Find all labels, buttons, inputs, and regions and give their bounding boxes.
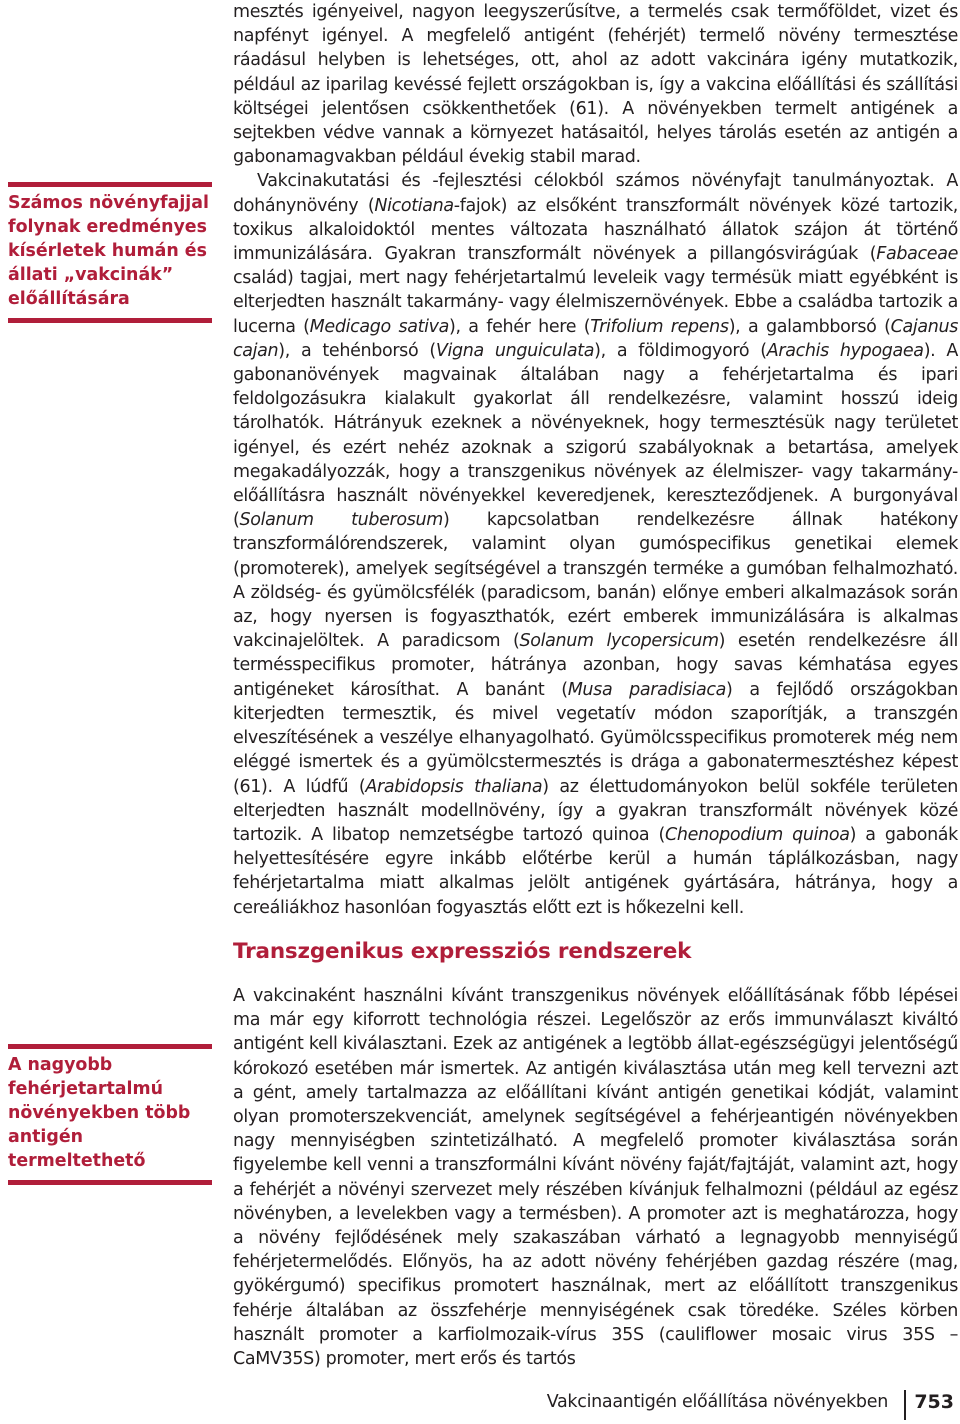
sidenote-protein-content [8,1044,212,1185]
species-name: Solanum tuberosum [239,510,443,531]
page-number: 753 [914,1391,954,1413]
species-name: Arabidopsis thaliana [365,776,543,797]
species-name: Solanum lycopersicum [519,631,719,652]
body-text-section-1 [233,0,958,920]
sidenote-bottom-rule [8,318,212,323]
paragraph: mesztés igényeivel, nagyon leegyszerűsítve, a termelés csak termőföldet, vizet és napfényt igényel. A megfelelő antigént (fehérjét) termelő növény termesztése ráadásul helyben is lehetséges, ott, ahol az adott vakcinára igény mutatkozik, például az iparilag kevéssé fejlett országokban is, így a vakcina előállítási és szállítási költségei jelentősen csökkenthetőek (61). A növényekben termelt antigének a sejtekben védve vannak a környezet hatásaitól, helyes tárolás esetén az antigén a gabonamagvakban például évekig stabil marad. [233,2,958,168]
paragraph: A vakcinaként használni kívánt transzgenikus növények előállításának főbb lépései ma már egy kiforrott technológia részei. Legelőször az erős immunválaszt kiváltó antigént kell kiválasztani. Ezek az antigének a legtöbb állat-egészségügyi jelentőségű kórokozó esetében már ismertek. Az antigén kiválasztása után meg kell tervezni azt a gént, amely tartalmazza az előállítani kívánt antigén genetikai kódját, valamint olyan promoterszekvenciát, amelynek segítségével a fehérjeantigén növényekben nagy mennyiségben szintetizálható. A megfelelő promoter kiválasztása során figyelembe kell venni a transzformálni kívánt növény faját/fajtáját, valamint azt, hogy a fehérjét a növényi szervezet mely részében kívánjuk felhalmozni (például az egész növényben, a levelekben vagy a termésben). A promoter azt is meghatározza, hogy a növény fejlődésének mely szakaszában várható a legnagyobb mennyiségű fehérjetermelődés. Előnyös, ha az adott növény fehérjében gazdag részére (mag, gyökérgumó) specifikus promotert használnak, mert az előállított transzgenikus fehérje általában az összfehérje mennyiségének csak töredéke. Széles körben használt promoter a karfiolmozaik-vírus 35S (cauliflower mosaic virus 35S – CaMV35S) promoter, mert erős és tartós [233,986,958,1370]
species-name: Arachis hypogaea [766,340,924,361]
species-name: Fabaceae [876,244,958,265]
sidenote-text: Számos növényfajjal folynak eredményes kísérletek humán és állati „vakcinák” előállítására [8,193,209,309]
species-name: Medicago sativa [309,316,450,337]
sidenote-bottom-rule [8,1180,212,1185]
section-heading: Transzgenikus expressziós rendszerek [233,939,692,964]
sidenote-text: A nagyobb fehérjetartalmú növényekben több antigén termeltethető [8,1055,191,1171]
species-name: Nicotiana [374,195,454,216]
species-name: Cajanus cajan [233,316,958,361]
footer-divider [904,1390,906,1420]
species-name: Chenopodium quinoa [664,824,850,845]
species-name: Trifolium repens [590,316,729,337]
body-text-section-2 [233,984,958,1371]
page-footer [0,1390,958,1420]
species-name: Vigna unguiculata [435,340,595,361]
running-title: Vakcinaantigén előállítása növényekben [546,1392,888,1412]
species-name: Musa paradisiaca [567,679,727,700]
paragraph: Vakcinakutatási és -fejlesztési célokból számos növényfajt tanulmányoztak. A dohánynövény (Nicotiana-fajok) az elsőként transzformált növények közé tartozik, toxikus alkaloidoktól mentes változata használható állatok szájon át történő immunizálására. Gyakran transzformált növények a pillangósvirágúak (Fabaceae család) tagjai, mert nagy fehérjetartalmú leveleik vagy termésük miatt egyébként is elterjedten használt takarmány- vagy élelmiszernövények. Ebbe a családba tartozik a lucerna (Medicago sativa), a fehér here (Trifolium repens), a galambborsó (Cajanus cajan), a tehénborsó (Vigna unguiculata), a földimogyoró (Arachis hypogaea). A gabonanövények magvainak általában nagy a fehérjetartalma és ipari feldolgozásukra kialakult gyakorlat áll rendelkezésre, valamint hosszú ideig tárolhatók. Hátrányuk ezeknek a növényeknek, hogy termesztésük nagy területet igényel, és ezért nehéz azoknak a szigorú szabályoknak a betartása, amelyek megakadályozzák, hogy a transzgenikus növények az élelmiszer- vagy takarmány-előállításra használt növényekkel keveredjenek, kereszteződjenek. A burgonyával (Solanum tuberosum) kapcsolatban rendelkezésre állnak hatékony transzformálórendszerek, valamint olyan gumóspecifikus genetikai elemek (promoterek), amelyek segítségével a transzgén terméke a gumóban felhalmozható. A zöldség- és gyümölcsfélék (paradicsom, banán) előnye emberi alkalmazások során az, hogy nyersen is fogyaszthatók, ezért emberek immunizálására is alkalmas vakcinajelöltek. A paradicsom (Solanum lycopersicum) esetén rendelkezésre áll termésspecifikus promoter, hátránya azonban, hogy savas kémhatása egyes antigéneket károsíthat. A banánt (Musa paradisiaca) a fejlődő országokban kiterjedten termesztik, és mivel vegetatív módon szaporítják, a transzgén elveszítésének a veszélye elhanyagolható. Gyümölcsspecifikus promoterek még nem eléggé ismertek és a gyümölcstermesztés is drága a gabonatermesztéshez képest (61). A lúdfű (Arabidopsis thaliana) az élettudományokon belül sokféle területen elterjedten használt modellnövény, így a gyakran transzformált növények közé tartozik. A libatop nemzetségbe tartozó quinoa (Chenopodium quinoa) a gabonák helyettesítésére egyre inkább előtérbe kerül a humán táplálkozásban, nagy fehérjetartalma miatt alkalmas jelölt antigének gyártására, hátránya, hogy a cereáliákhoz hasonlóan fogyasztás előtt ezt is hőkezelni kell. [233,171,959,918]
sidenote-plant-species [8,182,212,323]
